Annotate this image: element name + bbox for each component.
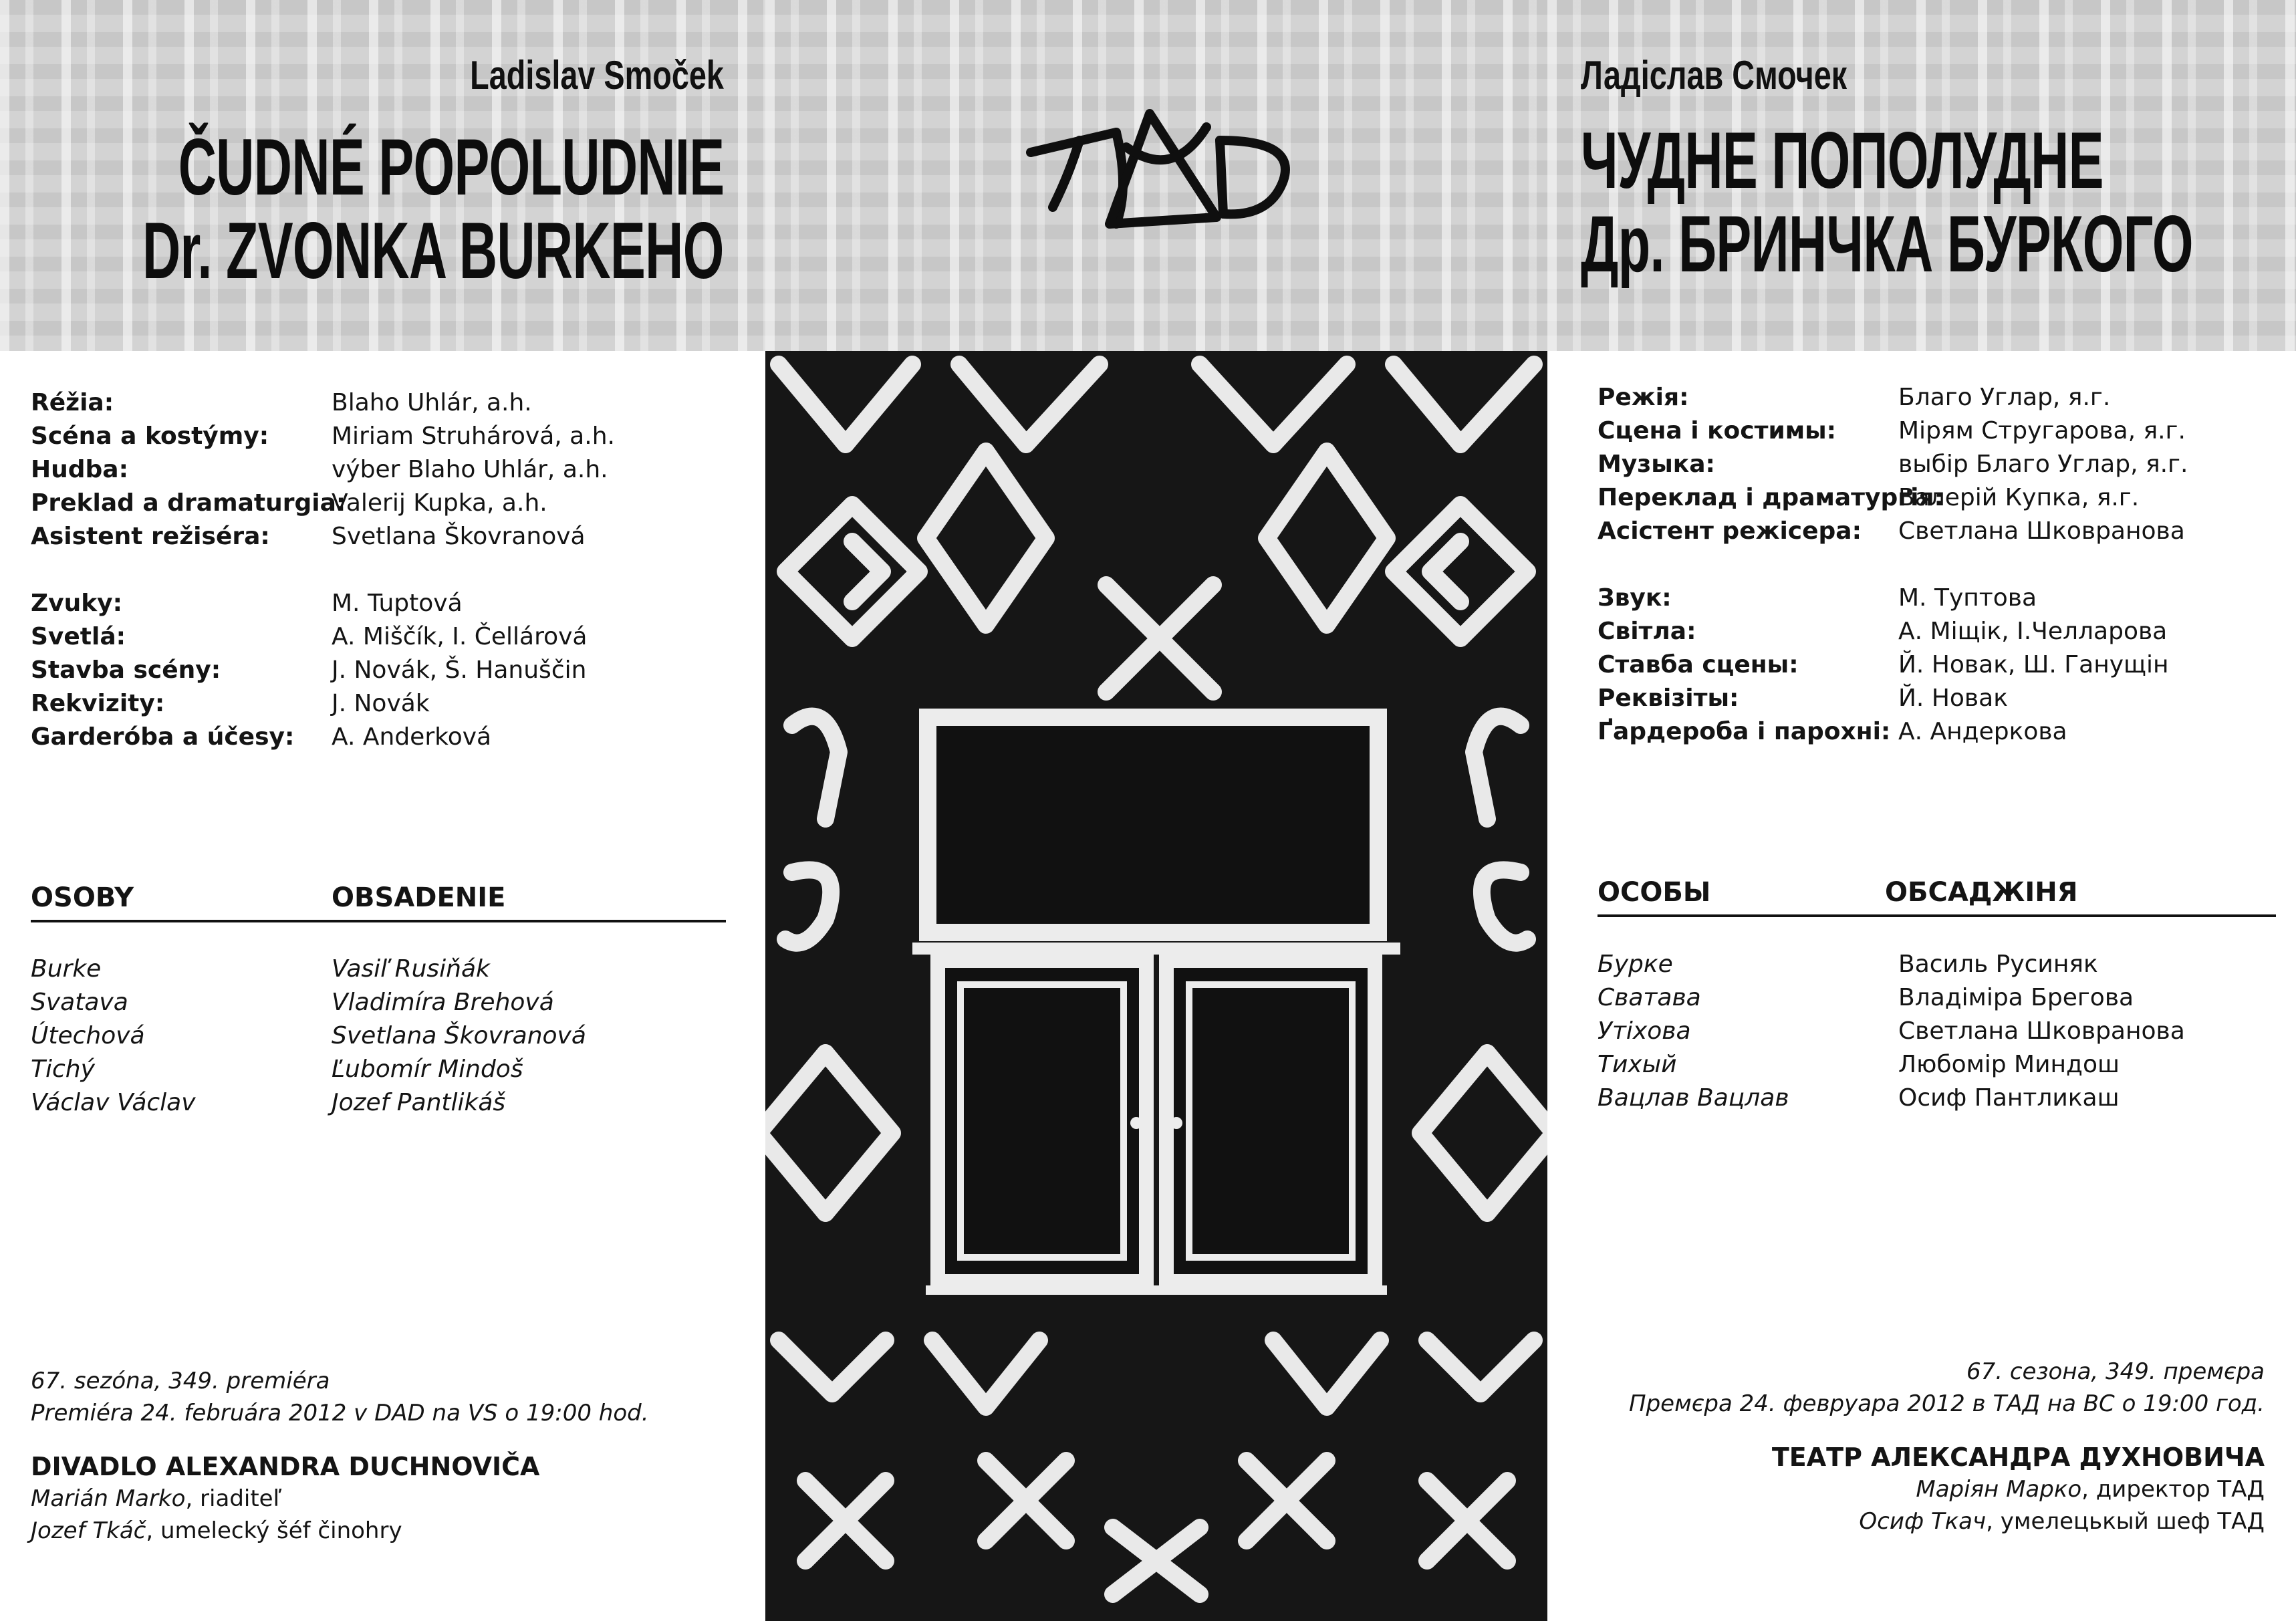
director-role: , директор ТАД — [2081, 1476, 2265, 1503]
chief-role: , умелецькый шеф ТАД — [1986, 1508, 2265, 1535]
season-line: 67. сезона, 349. премєра — [1966, 1358, 2265, 1385]
cast-row — [31, 986, 726, 1019]
role-name: Svatava — [31, 989, 128, 1016]
role-name: Burke — [31, 955, 102, 983]
play-title-slovak-line1: ČUDNÉ POPOLUDNIE — [178, 122, 724, 212]
role-name: Тихый — [1598, 1051, 1677, 1078]
role-name: Útechová — [31, 1022, 145, 1049]
credit-label: Preklad a dramaturgia: — [31, 489, 346, 517]
credit-value: Валерій Купка, я.г. — [1898, 484, 2140, 511]
cast-row — [31, 1053, 726, 1086]
actor-name: Любомір Миндош — [1898, 1051, 2120, 1078]
role-name: Бурке — [1598, 951, 1673, 978]
credit-row — [31, 386, 733, 420]
author-name-slovak: Ladislav Smoček — [470, 53, 724, 98]
folk-pattern-with-window — [765, 351, 1547, 1621]
director-role: , riaditeľ — [185, 1485, 282, 1512]
credit-row — [31, 587, 733, 620]
credit-value: Мірям Стругарова, я.г. — [1898, 417, 2186, 445]
actor-name: Владіміра Брегова — [1898, 984, 2134, 1011]
credit-label: Zvuky: — [31, 590, 123, 617]
credit-row — [1598, 414, 2266, 448]
credit-value: выбір Благо Углар, я.г. — [1898, 451, 2188, 478]
cast-row — [31, 1086, 726, 1120]
left-cast-header — [31, 882, 726, 922]
credit-label: Réžia: — [31, 389, 114, 416]
chief-line — [31, 1515, 649, 1547]
credit-value: J. Novák — [332, 690, 430, 717]
left-cast-list — [31, 953, 726, 1120]
credit-row — [1598, 682, 2266, 715]
credit-value: Valerij Kupka, a.h. — [332, 489, 547, 517]
play-title-slovak-line2: Dr. ZVONKA BURKEHO — [142, 206, 724, 295]
credit-label: Музыка: — [1598, 451, 1715, 478]
credit-value: А. Андеркова — [1898, 718, 2067, 745]
actor-name: Svetlana Škovranová — [332, 1022, 586, 1049]
theatre-name: ТЕАТР АЛЕКСАНДРА ДУХНОВИЧА — [1771, 1443, 2265, 1472]
credit-value: Благо Углар, я.г. — [1898, 384, 2111, 411]
credit-label: Hudba: — [31, 456, 128, 483]
cast-header: OBSADENIE — [332, 882, 506, 913]
credit-label: Асістент режісера: — [1598, 517, 1862, 545]
actor-name: Vasiľ Rusiňák — [332, 955, 490, 983]
credit-label: Переклад і драматурґія: — [1598, 484, 1944, 511]
credit-label: Asistent režiséra: — [31, 523, 270, 550]
role-name: Вацлав Вацлав — [1598, 1084, 1789, 1112]
credit-row — [31, 721, 733, 754]
chief-line — [1629, 1505, 2265, 1537]
credit-label: Svetlá: — [31, 623, 126, 650]
logo-text: TAD — [1156, 237, 1159, 238]
role-name: Václav Václav — [31, 1089, 196, 1116]
credit-value: A. Anderková — [332, 723, 492, 751]
credit-value: М. Туптова — [1898, 584, 2037, 612]
credit-row — [1598, 648, 2266, 682]
credit-label: Rekvizity: — [31, 690, 165, 717]
credit-label: Stavba scény: — [31, 656, 221, 684]
cast-row — [1598, 981, 2266, 1015]
left-credits-main — [31, 386, 733, 754]
right-credits-main — [1598, 381, 2266, 749]
credit-row — [31, 520, 733, 553]
credit-label: Сцена і костимы: — [1598, 417, 1837, 445]
premiere-line: Премєра 24. февруара 2012 в ТАД на ВС о 19:00 год. — [1629, 1390, 2265, 1417]
director-line — [31, 1483, 649, 1515]
role-name: Утіхова — [1598, 1017, 1691, 1045]
credit-value: M. Tuptová — [332, 590, 463, 617]
credit-label: Світла: — [1598, 618, 1696, 645]
cast-row — [1598, 1015, 2266, 1048]
premiere-line: Premiéra 24. februára 2012 v DAD na VS o 19:00 hod. — [31, 1400, 649, 1426]
credit-row — [1598, 515, 2266, 548]
credit-row — [31, 453, 733, 487]
roles-header: OSOBY — [31, 882, 134, 913]
right-cast-header — [1598, 877, 2276, 917]
chief-name: Jozef Tkáč — [31, 1517, 146, 1544]
credit-value: J. Novák, Š. Hanuščin — [332, 656, 587, 684]
credit-row — [31, 687, 733, 721]
credit-value: Svetlana Škovranová — [332, 523, 586, 550]
play-title-rusyn-line1: ЧУДНЕ ПОПОЛУДНЕ — [1581, 116, 2103, 205]
actor-name: Ľubomír Mindoš — [332, 1055, 523, 1083]
credit-row — [1598, 582, 2266, 615]
credit-value: Blaho Uhlár, a.h. — [332, 389, 532, 416]
director-name: Marián Marko — [31, 1485, 186, 1512]
cast-row — [1598, 1048, 2266, 1082]
credit-row — [1598, 481, 2266, 515]
credit-value: A. Miščík, I. Čellárová — [332, 623, 588, 650]
cast-header: ОБСАДЖІНЯ — [1885, 877, 2078, 908]
credit-label: Ґардероба і парохні: — [1598, 718, 1891, 745]
theatre-name: DIVADLO ALEXANDRA DUCHNOVIČA — [31, 1452, 540, 1481]
director-name: Маріян Марко — [1916, 1476, 2082, 1503]
cast-row — [1598, 948, 2266, 981]
credit-label: Звук: — [1598, 584, 1672, 612]
credit-value: Й. Новак — [1898, 684, 2008, 712]
credit-row — [1598, 615, 2266, 648]
credit-label: Режія: — [1598, 384, 1689, 411]
credit-row — [31, 620, 733, 654]
credit-value: Miriam Struhárová, a.h. — [332, 422, 615, 450]
chief-role: , umelecký šéf činohry — [146, 1517, 402, 1544]
credit-label: Реквізіты: — [1598, 684, 1739, 712]
roles-header: ОСОБЫ — [1598, 877, 1711, 908]
credit-value: Й. Новак, Ш. Ганущін — [1898, 651, 2169, 678]
chief-name: Осиф Ткач — [1859, 1508, 1987, 1535]
right-footer — [1629, 1356, 2265, 1537]
credit-row — [1598, 381, 2266, 414]
theatre-logo — [1016, 100, 1297, 241]
season-line: 67. sezóna, 349. premiéra — [31, 1368, 330, 1394]
credit-row — [31, 654, 733, 687]
credit-row — [1598, 448, 2266, 481]
credit-label: Ставба сцены: — [1598, 651, 1799, 678]
credit-label: Scéna a kostýmy: — [31, 422, 269, 450]
play-title-rusyn-line2: Др. БРИНЧКА БУРКОГО — [1581, 199, 2193, 289]
actor-name: Осиф Пантликаш — [1898, 1084, 2120, 1112]
actor-name: Jozef Pantlikáš — [332, 1089, 506, 1116]
credit-value: výber Blaho Uhlár, a.h. — [332, 456, 608, 483]
actor-name: Vladimíra Brehová — [332, 989, 554, 1016]
author-name-rusyn: Ладіслав Смочек — [1581, 53, 1847, 98]
credit-value: Светлана Шковранова — [1898, 517, 2185, 545]
credit-label: Garderóba a účesy: — [31, 723, 295, 751]
role-name: Сватава — [1598, 984, 1701, 1011]
right-cast-list — [1598, 948, 2266, 1115]
credit-row — [31, 487, 733, 520]
left-footer — [31, 1365, 649, 1547]
cover-artwork — [765, 351, 1547, 1621]
credit-row — [31, 420, 733, 453]
credit-value: А. Міщік, І.Челларова — [1898, 618, 2168, 645]
cast-row — [31, 953, 726, 986]
cast-row — [31, 1019, 726, 1053]
cast-row — [1598, 1082, 2266, 1115]
credit-row — [1598, 715, 2266, 749]
director-line — [1629, 1473, 2265, 1505]
role-name: Tichý — [31, 1055, 95, 1083]
actor-name: Василь Русиняк — [1898, 951, 2098, 978]
actor-name: Светлана Шковранова — [1898, 1017, 2185, 1045]
